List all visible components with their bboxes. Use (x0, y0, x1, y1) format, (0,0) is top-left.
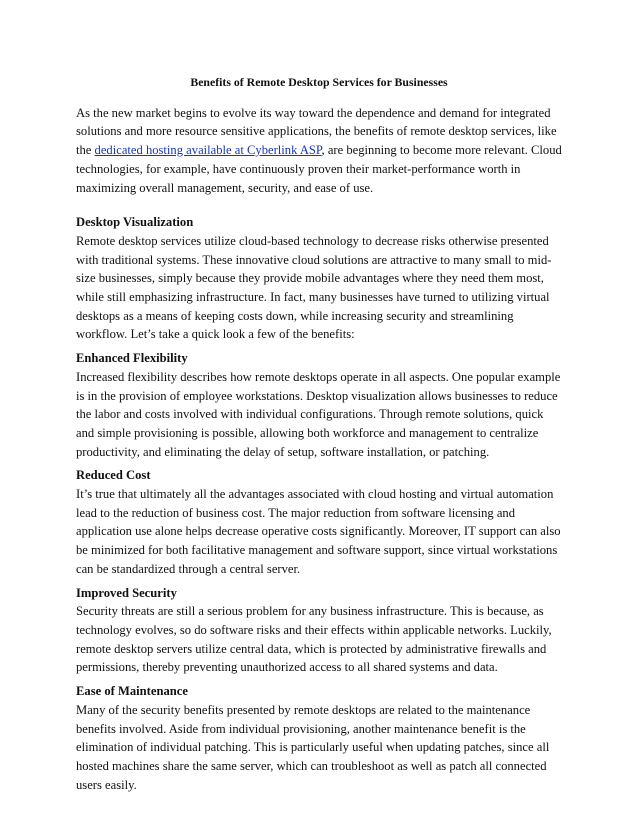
intro-text-before-link: As the new market begins to evolve its way toward the dependence and demand for integrated solutions and more resource sensitive applications, the benefits of remote desktop services, like the (76, 105, 557, 158)
section-heading: Reduced Cost (76, 468, 151, 483)
section-reduced-cost (76, 466, 562, 578)
document-page (76, 73, 562, 799)
section-body: Many of the security benefits presented by remote desktops are related to the maintenance benefits involved. Aside from individual provisioning, another maintenance benefit is the elimination of individual patching. This is particularly useful when updating patches, since all hosted machines share the same server, which can troubleshoot as well as patch all connected users easily. (76, 702, 550, 792)
intro-paragraph (76, 104, 562, 198)
section-enhanced-flexibility (76, 349, 562, 461)
section-body: Remote desktop services utilize cloud-based technology to decrease risks otherwise presented with traditional systems. These innovative cloud solutions are attractive to many small to mid-size businesses, simply because they provide mobile advantages where they need them most, while still emphasizing infrastructure. In fact, many businesses have turned to utilizing virtual desktops as a means of keeping costs down, while increasing security and streamlining workflow. Let’s take a quick look a few of the benefits: (76, 233, 552, 342)
document-title: Benefits of Remote Desktop Services for Businesses (190, 75, 448, 89)
section-heading: Improved Security (76, 585, 177, 600)
section-heading: Enhanced Flexibility (76, 351, 188, 366)
section-improved-security (76, 584, 562, 678)
section-body: Security threats are still a serious problem for any business infrastructure. This is because, as technology evolves, so do software risks and their effects within applicable networks. Luckily, remote desktop servers utilize central data, which is protected by administrative firewalls and permissions, thereby preventing unauthorized access to all shared systems and data. (76, 604, 552, 675)
section-ease-of-maintenance (76, 682, 562, 794)
cyberlink-hosting-link[interactable]: dedicated hosting available at Cyberlink ASP (94, 143, 322, 158)
section-body: It’s true that ultimately all the advantages associated with cloud hosting and virtual automation lead to the reduction of business cost. The major reduction from software licensing and application use alone helps decrease operative costs significantly. Moreover, IT support can also be minimized for both facilitative management and software support, since virtual workstations can be standardized through a central server. (76, 487, 561, 576)
intro-text-after-link: , are beginning to become more relevant. Cloud technologies, for example, have continuously proven their market-performance worth in maximizing overall management, security, and ease of use. (76, 143, 562, 195)
section-heading: Desktop Visualization (76, 215, 194, 230)
section-heading: Ease of Maintenance (76, 684, 188, 699)
section-desktop-visualization (76, 213, 562, 344)
section-body: Increased flexibility describes how remote desktops operate in all aspects. One popular example is in the provision of employee workstations. Desktop visualization allows businesses to reduce the labor and costs involved with individual configurations. Through remote solutions, quick and simple provisioning is possible, allowing both workforce and management to centralize productivity, and eliminating the delay of setup, software installation, or patching. (76, 369, 561, 459)
